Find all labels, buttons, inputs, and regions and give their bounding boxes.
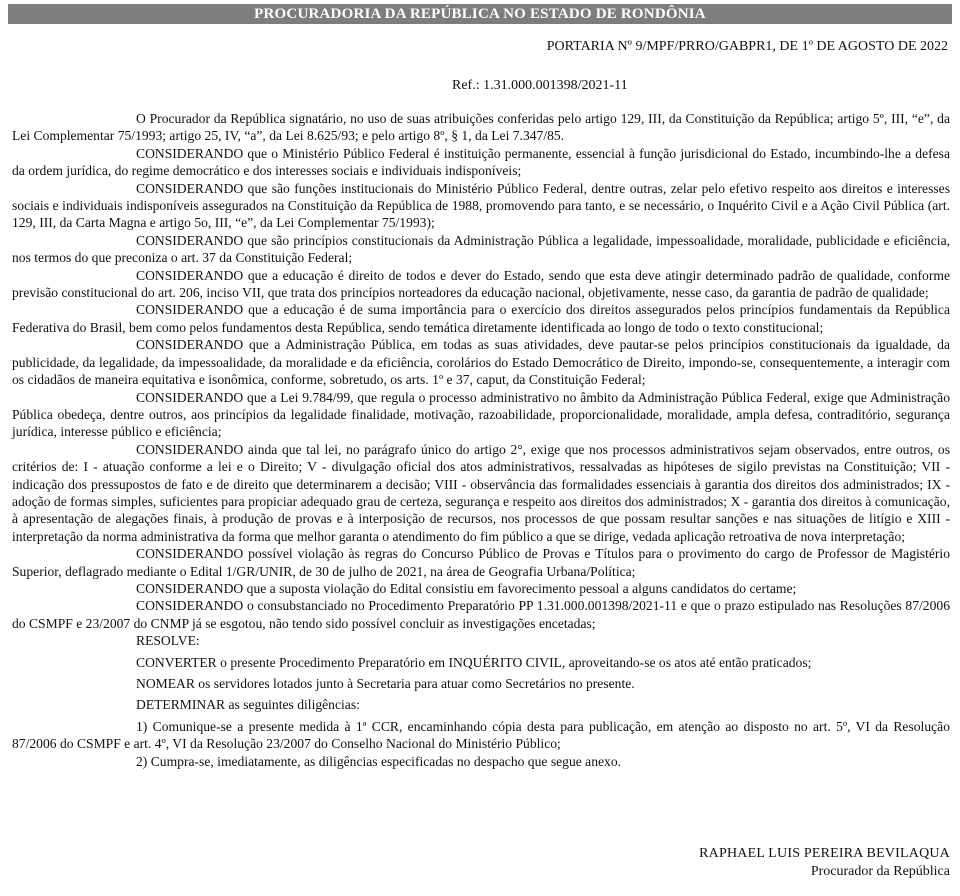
- resolution-item: DETERMINAR as seguintes diligências:: [136, 697, 360, 713]
- considerando-paragraph: CONSIDERANDO que são funções institucionais do Ministério Público Federal, dentre outras, zelar pelo efetivo respeito aos direitos e interesses sociais e individuais indisponíveis assegurados na Constituição da República de 1988, promovendo para tanto, e se necessário, o Inquérito Civil e a Ação Civil Pública (art. 129, III, da Carta Magna e artigo 5o, III, “e”, da Lei Complementar 75/1993);: [12, 180, 950, 231]
- considerando-paragraph: CONSIDERANDO que a Administração Pública, em todas as suas atividades, deve pautar-se pelos princípios constitucionais da igualdade, da publicidade, da legalidade, da impessoalidade, da moralidade e da eficiência, corolários do Estado Democrático de Direito, impondo-se, consequentemente, a interagir com os cidadãos de maneira equitativa e isonômica, conforme, sobretudo, os arts. 1º e 37, caput, da Constituição Federal;: [12, 337, 950, 388]
- preamble-paragraph: O Procurador da República signatário, no uso de suas atribuições conferidas pelo artigo 129, III, da Constituição da República; artigo 5º, III, “e”, da Lei Complementar 75/1993; artigo 25, IV, “a”, da Lei 8.625/93; e pelo artigo 8º, § 1, da Lei 7.347/85.: [12, 111, 950, 144]
- diligence-item: 2) Cumpra-se, imediatamente, as diligências especificadas no despacho que segue anexo.: [136, 753, 622, 769]
- diligence-item: 1) Comunique-se a presente medida à 1ª CCR, encaminhando cópia desta para publicação, em atenção ao disposto no art. 5º, VI da Resolução 87/2006 do CSMPF e art. 4º, VI da Resolução 23/2007 do Conselho Nacional do Ministério Público;: [12, 718, 950, 752]
- considerando-paragraph: CONSIDERANDO ainda que tal lei, no parágrafo único do artigo 2°, exige que nos processos administrativos sejam observados, entre outros, os critérios de: I - atuação conforme a lei e o Direito; V - divulgação oficial dos atos administrativos, ressalvadas as hipóteses de sigilo previstas na Constituição; VII - indicação dos pressupostos de fato e de direito que determinarem a decisão; VIII - observância das formalidades essenciais à garantia dos direitos dos administrados; IX - adoção de formas simples, suficientes para propiciar adequado grau de certeza, segurança e respeito aos direitos dos administrados; X - garantia dos direitos à comunicação, à apresentação de alegações finais, à produção de provas e à interposição de recursos, nos processos de que possam resultar sanções e nas situações de litígio e XIII - interpretação da norma administrativa da forma que melhor garanta o atendimento do fim público a que se dirige, vedada aplicação retroativa de nova interpretação;: [12, 441, 950, 544]
- signature-block: [699, 845, 950, 881]
- considerando-paragraph: CONSIDERANDO que a educação é de suma importância para o exercício dos direitos assegurados pelos princípios fundamentais da República Federativa do Brasil, bem como pelos fundamentos desta República, sendo temática diretamente identificada ao longo de todo o texto constitucional;: [12, 302, 950, 335]
- document-body: [12, 110, 950, 770]
- reference-number: Ref.: 1.31.000.001398/2021-11: [452, 78, 628, 93]
- considerando-paragraph: CONSIDERANDO possível violação às regras do Concurso Público de Provas e Títulos para o provimento do cargo de Professor de Magistério Superior, deflagrado mediante o Edital 1/GR/UNIR, de 30 de julho de 2021, na área de Geografia Urbana/Política;: [12, 546, 950, 579]
- resolve-heading: RESOLVE:: [136, 633, 200, 649]
- signatory-title: Procurador da República: [810, 864, 950, 879]
- institution-banner: PROCURADORIA DA REPÚBLICA NO ESTADO DE RONDÔNIA: [8, 4, 952, 24]
- considerando-paragraph: CONSIDERANDO que o Ministério Público Federal é instituição permanente, essencial à função jurisdicional do Estado, incumbindo-lhe a defesa da ordem jurídica, do regime democrático e dos interesses sociais e individuais indisponíveis;: [12, 145, 950, 179]
- signatory-name: RAPHAEL LUIS PEREIRA BEVILAQUA: [699, 846, 950, 861]
- portaria-title: PORTARIA Nº 9/MPF/PRRO/GABPR1, DE 1º DE AGOSTO DE 2022: [546, 39, 948, 54]
- considerando-paragraph: CONSIDERANDO que são princípios constitucionais da Administração Pública a legalidade, impessoalidade, moralidade, publicidade e eficiência, nos termos do que preconiza o art. 37 da Constituição Federal;: [12, 232, 950, 266]
- considerando-paragraph: CONSIDERANDO que a educação é direito de todos e dever do Estado, sendo que esta deve atingir determinado padrão de qualidade, conforme previsão constitucional do art. 206, inciso VII, que trata dos princípios norteadores da educação nacional, objetivamente, nesse caso, da garantia de padrão de qualidade;: [12, 267, 950, 301]
- considerando-paragraph: CONSIDERANDO o consubstanciado no Procedimento Preparatório PP 1.31.000.001398/2021-11 e que o prazo estipulado nas Resoluções 87/2006 do CSMPF e 23/2007 do CNMP já se esgotou, não tendo sido possível concluir as investigações encetadas;: [12, 598, 950, 631]
- considerando-paragraph: CONSIDERANDO que a Lei 9.784/99, que regula o processo administrativo no âmbito da Administração Pública Federal, exige que Administração Pública obedeça, dentre outros, aos princípios da legalidade finalidade, motivação, razoabilidade, proporcionalidade, moralidade, ampla defesa, contraditório, segurança jurídica, interesse público e eficiência;: [12, 389, 950, 440]
- considerando-paragraph: CONSIDERANDO que a suposta violação do Edital consistiu em favorecimento pessoal a alguns candidatos do certame;: [136, 580, 797, 596]
- resolution-item: NOMEAR os servidores lotados junto à Secretaria para atuar como Secretários no presente.: [136, 676, 635, 691]
- resolution-item: CONVERTER o presente Procedimento Preparatório em INQUÉRITO CIVIL, aproveitando-se os atos até então praticados;: [136, 654, 812, 670]
